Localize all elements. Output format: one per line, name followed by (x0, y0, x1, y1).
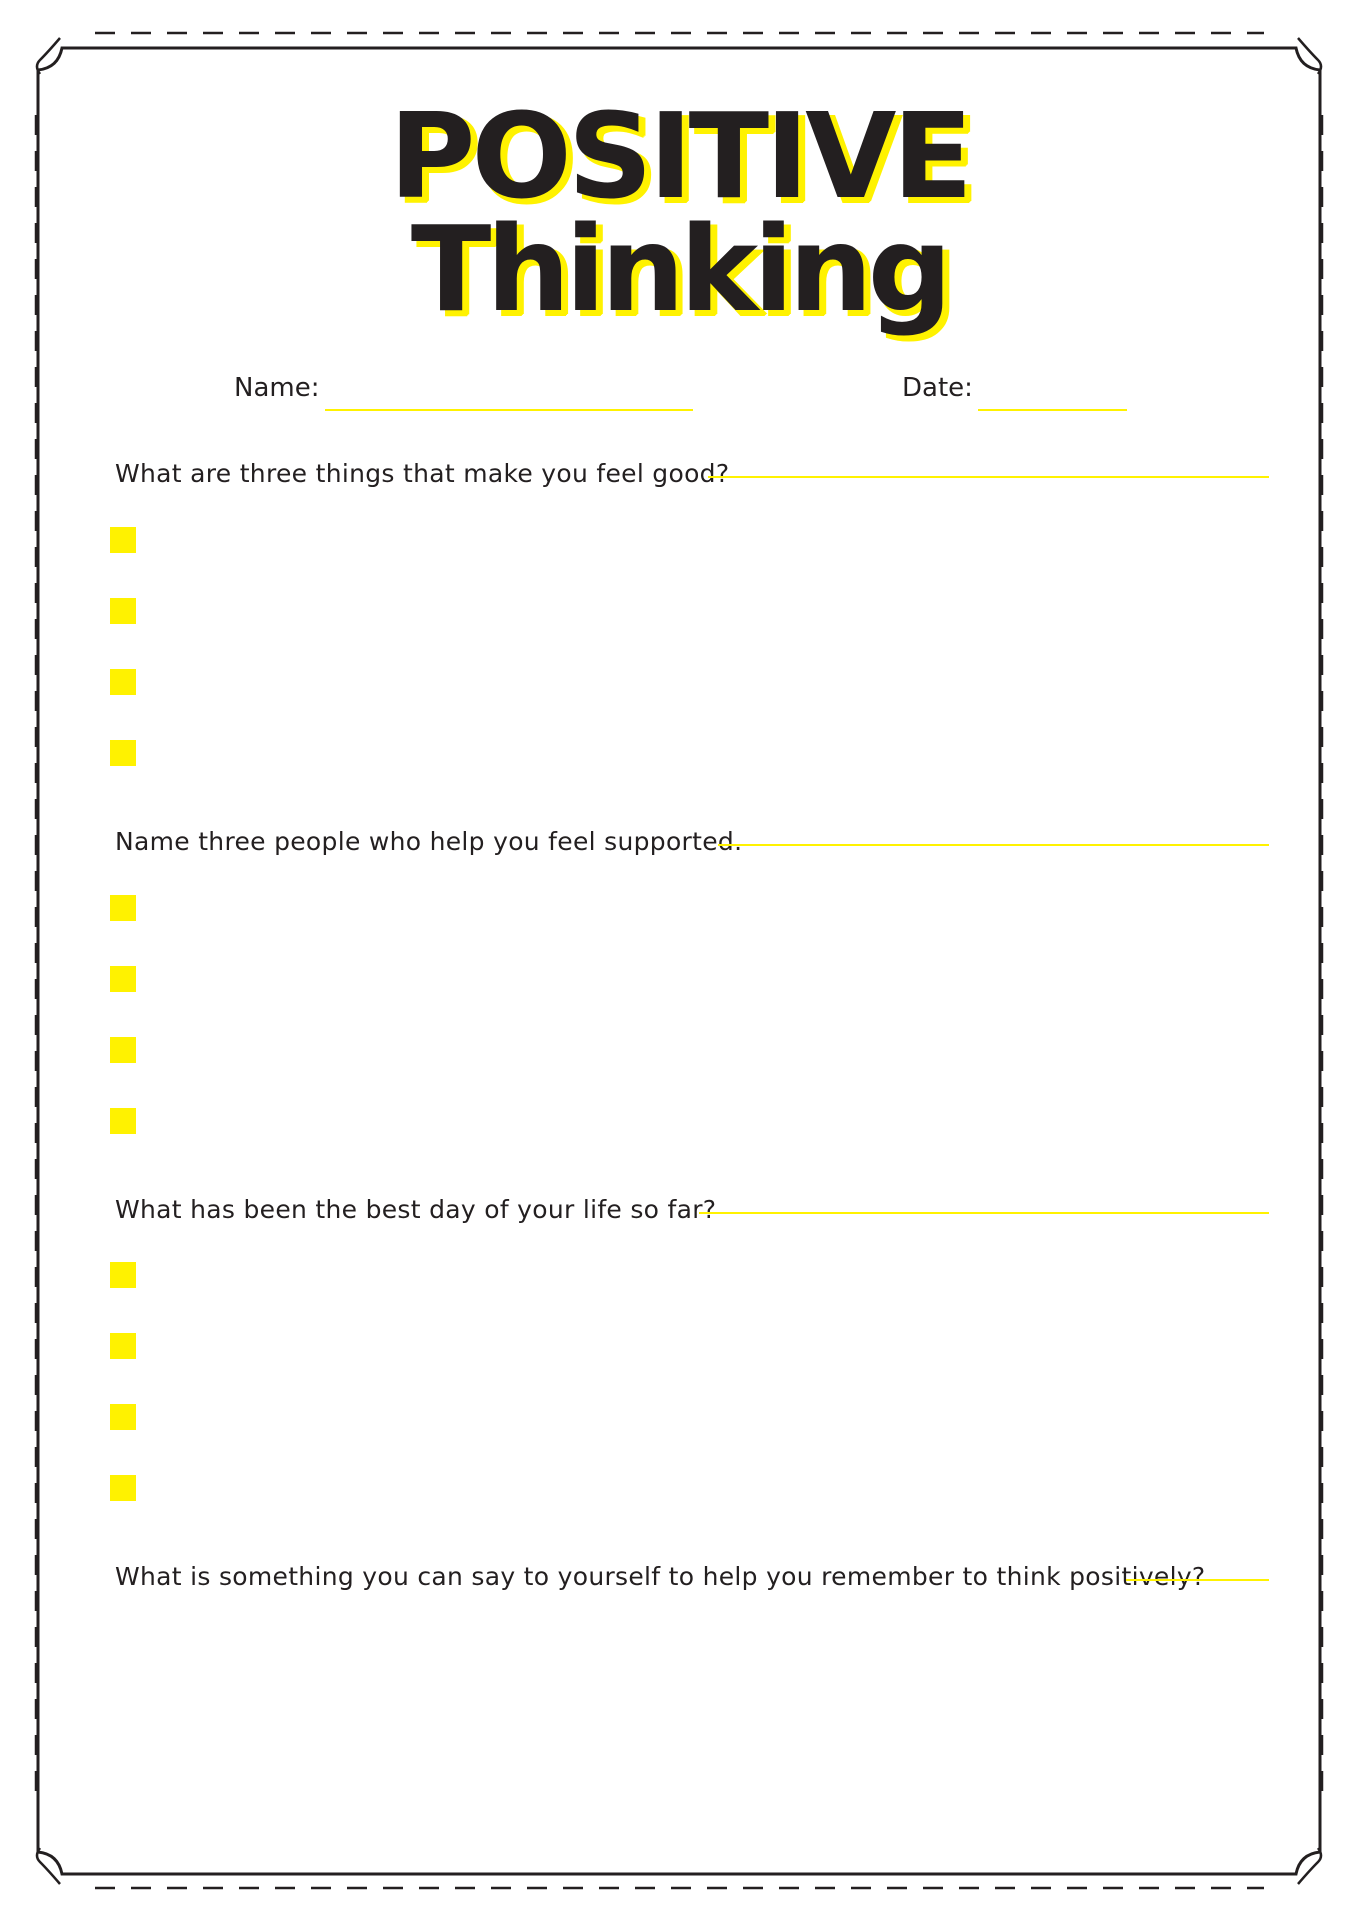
question-4-answer-line[interactable] (1126, 1579, 1269, 1581)
question-2-bullet (110, 1108, 136, 1134)
question-1-bullet (110, 598, 136, 624)
date-label: Date: (902, 373, 973, 403)
question-2-bullet (110, 895, 136, 921)
question-3-answer-line[interactable] (699, 1212, 1269, 1214)
question-1-bullet (110, 740, 136, 766)
name-label: Name: (234, 373, 320, 403)
question-1-answer-line[interactable] (708, 476, 1269, 478)
question-2: Name three people who help you feel supported. (115, 827, 743, 856)
question-2-bullet (110, 966, 136, 992)
question-1-bullet (110, 527, 136, 553)
question-3-bullet (110, 1262, 136, 1288)
question-4: What is something you can say to yourself to help you remember to think positively? (115, 1562, 1206, 1591)
date-field[interactable] (978, 409, 1127, 411)
title-thinking: Thinking (410, 200, 948, 338)
question-3-bullet (110, 1404, 136, 1430)
name-field[interactable] (325, 409, 693, 411)
question-2-bullet (110, 1037, 136, 1063)
question-1: What are three things that make you feel good? (115, 459, 730, 488)
question-2-answer-line[interactable] (718, 844, 1269, 846)
question-3-bullet (110, 1333, 136, 1359)
question-3: What has been the best day of your life so far? (115, 1195, 717, 1224)
question-1-bullet (110, 669, 136, 695)
question-3-bullet (110, 1475, 136, 1501)
title-positive: POSITIVE (388, 87, 969, 225)
